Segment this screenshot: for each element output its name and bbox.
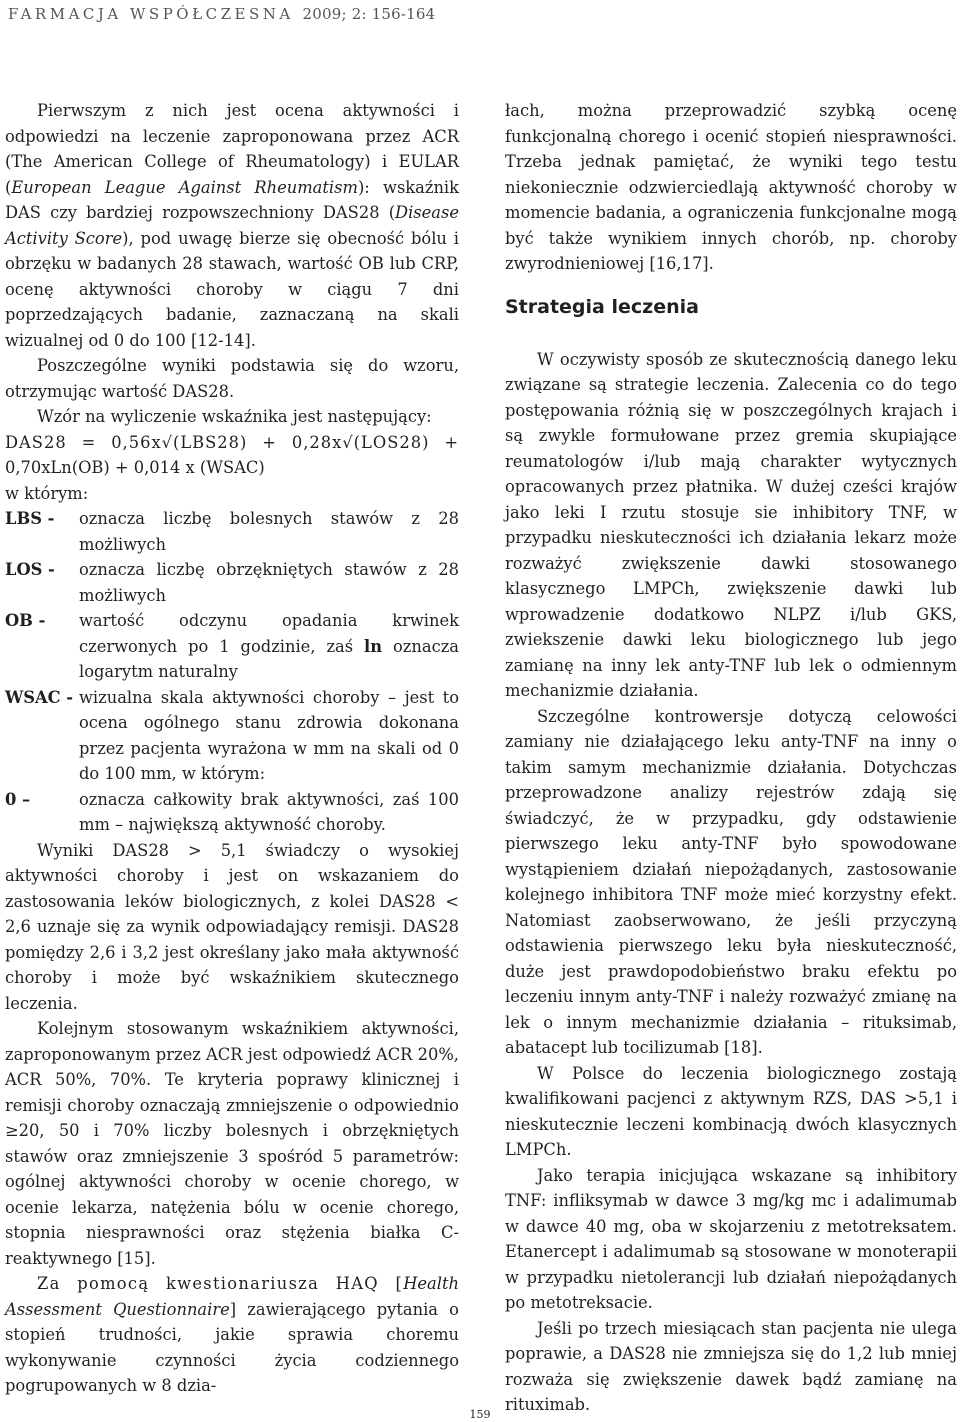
variable-key: LOS - [5,560,55,579]
section-heading: Strategia leczenia [505,295,699,318]
paragraph: Kolejnym stosowanym wskaźnikiem aktywności, zaproponowanym przez ACR jest odpowiedź ACR 20%, ACR 50%, 70%. Te kryteria poprawy klinicznej i remisji choroby oznaczają zmniejszenie o odpowiednio ≥20, 50 i 70% liczby bolesnych i obrzękniętych stawów oraz zmniejszenie 3 spośród 5 parametrów: ogólnej aktywności choroby w ocenie chorego, w ocenie lekarza, natężenia bólu w ocenie chorego, stopnia niesprawności oraz stężenia białka C-reaktywnego [15]. [5,1019,459,1268]
italic-text: Health Assessment Questionnaire [5,1274,459,1319]
bold-text: ln [364,636,383,656]
variable-definition [5,506,459,557]
paragraph: Jeśli po trzech miesiącach stan pacjenta nie ulega poprawie, a DAS28 nie zmniejsza się do 1,2 lub mniej rozważa się zwiększenie dawek bądź zamianę na rituximab. [505,1318,957,1414]
paragraph: w którym: [5,483,89,503]
text: Za pomocą kwestionariusza HAQ [ [37,1274,404,1293]
text: Pierwszym z nich jest ocena aktywności i odpowiedzi na leczenie zaproponowana przez ACR (The American College of Rheumatology) i EULAR ( [5,101,459,197]
text: ): wskaźnik DAS czy bardziej rozpowszechniony DAS28 ( [5,177,460,222]
formula-line: 0,70xLn(OB) + 0,014 x (WSAC) [5,458,265,477]
variable-key: WSAC - [5,687,74,707]
variable-text: oznacza całkowity brak aktywności, zaś 100 mm – największą aktywność choroby. [79,789,459,834]
variable-key: LBS - [5,509,55,528]
variable-definition [5,608,459,685]
paragraph [5,1271,459,1399]
variable-text: oznacza liczbę bolesnych stawów z 28 możliwych [79,509,459,554]
right-column [505,98,957,1418]
variable-text: wizualna skala aktywności choroby – jest to ocena ogólnego stanu zdrowia dokonana przez pacjenta wyrażona w mm na skali od 0 do 100 mm, w którym: [79,687,459,783]
paragraph: Wyniki DAS28 > 5,1 świadczy o wysokiej aktywności choroby i jest on wskazaniem do zastosowania leków biologicznych, z kolei DAS28 < 2,6 uznaje się za wynik odpowiadający remisji. DAS28 pomiędzy 2,6 i 3,2 jest określany jako mała aktywność choroby i może być wskaźnikiem skutecznego leczenia. [5,840,459,1013]
running-header [8,5,435,23]
text: oznacza logarytm naturalny [79,636,459,681]
italic-text: European League Against Rheumatism [11,177,358,197]
page-number: 159 [469,1408,491,1421]
text: ), pod uwagę bierze się obecność bólu i obrzęku w badanych 28 stawach, wartość OB lub CRP, ocenę aktywności choroby w ciągu 7 dni poprzedzających badanie, zaznaczaną na skali wizualnej od 0 do 100 [12-14]. [5,228,459,350]
paragraph [5,98,459,353]
variable-key: 0 – [5,789,31,809]
paragraph: Jako terapia inicjująca wskazane są inhibitory TNF: infliksymab w dawce 3 mg/kg mc i adalimumab w dawce 40 mg, oba w skojarzeniu z metotreksatem. Etanercept i adalimumab są stosowane w monoterapii w przypadku nietolerancji lub działań niepożądanych po metotreksacie. [505,1165,957,1312]
variable-definition [5,787,459,838]
paragraph: W oczywisty sposób ze skutecznością danego leku związane są strategie leczenia. Zalecenia co do tego postępowania różnią się w poszczególnych krajach i są zwykle formułowane przez gremia skupiające reumatologów i/lub mają charakter wytycznych opracowanych przez płatnika. W dużej cześci krajów jako leki I rzutu stosuje sie inhibitory TNF, w przypadku nieskuteczności ich działania lekarz może rozważyć zwiększenie dawki stosowanego klasycznego LMPCh, zwiększenie dawki lub wprowadzenie dodatkowo NLPZ i/lub GKS, zwiekszenie dawki leku biologicznego lub jego zamianę na inny lek anty-TNF lub lek o odmiennym mechanizmie działania. [505,349,957,700]
text: ] zawierającego pytania o stopień trudności, jakie sprawia choremu wykonywanie czynności życia codziennego pogrupowanych w 8 dzia- [5,1299,459,1395]
variable-text [79,608,459,685]
formula-line: DAS28 = 0,56x√(LBS28) + 0,28x√(LOS28) + [5,432,459,452]
paragraph: Poszczególne wyniki podstawia się do wzoru, otrzymując wartość DAS28. [5,356,459,401]
paragraph: Szczególne kontrowersje dotyczą celowości zamiany nie działającego leku anty-TNF na inny o takim samym mechanizmie działania. Dotychczas przeprowadzone analizy rejestrów zdają się świadczyć, że w przypadku, gdy odstawienie pierwszego leku anty-TNF było spowodowane wystąpieniem działań niepożądanych, zastosowanie kolejnego inhibitora TNF może mieć korzystny efekt. Natomiast zaobserwowano, że jeśli przyczyną odstawienia pierwszego leku była nieskuteczność, duże jest prawdopodobieństwo braku efektu po leczeniu innym anty-TNF i należy rozważyć zmianę na lek o innym mechanizmie działania – rituksimab, abatacept lub tocilizumab [18]. [505,706,957,1057]
journal-issue: 2009; 2: 156-164 [302,5,436,23]
variable-definition [5,685,459,787]
paragraph: łach, można przeprowadzić szybką ocenę funkcjonalną chorego i ocenić stopień niesprawności. Trzeba jednak pamiętać, że wyniki tego testu niekoniecznie odzwierciedlają aktywność choroby w momencie badania, a ograniczenia funkcjonalne mogą być także wynikiem innych chorób, np. choroby zwyrodnieniowej [16,17]. [505,101,957,273]
paragraph: W Polsce do leczenia biologicznego zostają kwalifikowani pacjenci z aktywnym RZS, DAS >5,1 i nieskutecznie leczeni kombinacją dwóch klasycznych LMPCh. [505,1063,957,1159]
variable-definition [5,557,459,608]
journal-name: FARMACJA WSPÓŁCZESNA [8,5,294,23]
variable-key: OB - [5,611,46,630]
paragraph: Wzór na wyliczenie wskaźnika jest następujący: [37,407,432,426]
text: wartość odczynu opadania krwinek czerwonych po 1 godzinie, zaś [79,611,459,656]
variable-text: oznacza liczbę obrzękniętych stawów z 28 możliwych [79,560,459,605]
italic-text: Disease Activity Score [5,203,459,248]
left-column [5,98,459,1399]
